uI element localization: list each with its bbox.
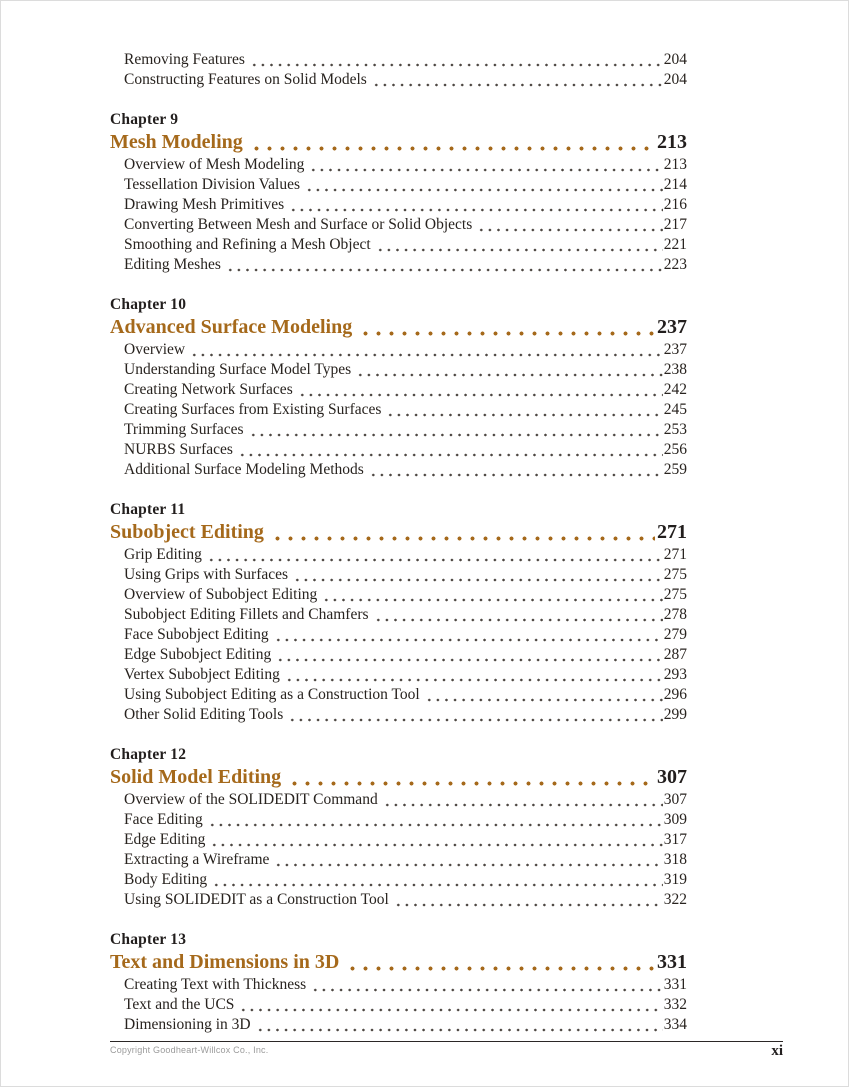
dot-leader (356, 373, 663, 377)
toc-entry-page: 322 (663, 891, 687, 908)
toc-entry-page: 204 (663, 51, 687, 68)
copyright-notice: Copyright Goodheart-Willcox Co., Inc. (110, 1045, 269, 1055)
toc-entry-title: Removing Features (124, 51, 245, 68)
toc-leading-entries (110, 50, 687, 90)
toc-entry-page: 279 (663, 626, 687, 643)
toc-entry-page: 238 (663, 361, 687, 378)
toc-entry-title: Drawing Mesh Primitives (124, 196, 285, 213)
dot-leader (285, 678, 663, 682)
chapter-entries (110, 545, 687, 725)
toc-entry-page: 293 (663, 666, 687, 683)
toc-entry-page: 242 (663, 381, 687, 398)
dot-leader (274, 638, 663, 642)
toc-chapter (110, 110, 687, 275)
toc-entry-page: 317 (663, 831, 687, 848)
chapter-page: 331 (657, 951, 687, 973)
toc-entry (110, 665, 687, 685)
dot-leader (210, 843, 662, 847)
chapter-label: Chapter 10 (110, 296, 187, 313)
toc-entry (110, 585, 687, 605)
toc-entry-page: 332 (663, 996, 687, 1013)
toc-entry (110, 810, 687, 830)
toc-entry-title: Other Solid Editing Tools (124, 706, 284, 723)
chapter-dot-leader (250, 146, 655, 151)
toc-entry-title: Understanding Surface Model Types (124, 361, 352, 378)
toc-entry (110, 705, 687, 725)
toc-entry-page: 299 (663, 706, 687, 723)
toc-entry-page: 275 (663, 566, 687, 583)
toc-entry-title: NURBS Surfaces (124, 441, 233, 458)
dot-leader (309, 168, 662, 172)
toc-entry-title: Grip Editing (124, 546, 202, 563)
dot-leader (305, 188, 663, 192)
toc-entry-title: Creating Surfaces from Existing Surfaces (124, 401, 382, 418)
dot-leader (298, 393, 663, 397)
toc-entry-page: 318 (663, 851, 687, 868)
toc-entry-page: 331 (663, 976, 687, 993)
chapter-title: Mesh Modeling (110, 131, 243, 153)
dot-leader (288, 718, 663, 722)
chapter-label: Chapter 9 (110, 111, 179, 128)
toc-entry-title: Dimensioning in 3D (124, 1016, 251, 1033)
table-of-contents (110, 50, 687, 1035)
toc-entry-title: Trimming Surfaces (124, 421, 244, 438)
chapter-entries (110, 340, 687, 480)
toc-entry (110, 440, 687, 460)
toc-entry-title: Overview (124, 341, 186, 358)
dot-leader (190, 353, 663, 357)
toc-entry-page: 221 (663, 236, 687, 253)
dot-leader (289, 208, 663, 212)
toc-entry (110, 790, 687, 810)
toc-entry-title: Creating Text with Thickness (124, 976, 307, 993)
toc-entry-page: 213 (663, 156, 687, 173)
dot-leader (311, 988, 663, 992)
toc-chapter (110, 930, 687, 1035)
toc-entry (110, 890, 687, 910)
chapter-page: 307 (657, 766, 687, 788)
toc-entry (110, 255, 687, 275)
toc-chapter (110, 500, 687, 725)
toc-entry-page: 245 (663, 401, 687, 418)
toc-entry (110, 975, 687, 995)
dot-leader (274, 863, 662, 867)
toc-entry-title: Extracting a Wireframe (124, 851, 270, 868)
toc-entry (110, 400, 687, 420)
toc-entry (110, 215, 687, 235)
dot-leader (256, 1028, 663, 1032)
toc-entry-title: Face Editing (124, 811, 203, 828)
toc-entry-title: Subobject Editing Fillets and Chamfers (124, 606, 369, 623)
toc-entry-title: Edge Editing (124, 831, 206, 848)
toc-chapter (110, 295, 687, 480)
page-footer (110, 1041, 783, 1057)
chapter-title: Text and Dimensions in 3D (110, 951, 340, 973)
toc-entry-page: 256 (663, 441, 687, 458)
chapter-title-row (110, 315, 687, 340)
toc-entry-page: 309 (663, 811, 687, 828)
toc-entry-title: Using SOLIDEDIT as a Construction Tool (124, 891, 389, 908)
chapter-dot-leader (359, 331, 655, 336)
chapter-entries (110, 790, 687, 910)
toc-entry-page: 204 (663, 71, 687, 88)
dot-leader (250, 63, 663, 67)
toc-entry (110, 545, 687, 565)
toc-entry-title: Overview of Subobject Editing (124, 586, 318, 603)
toc-entry (110, 645, 687, 665)
toc-entry (110, 360, 687, 380)
chapter-label: Chapter 11 (110, 501, 186, 518)
dot-leader (374, 618, 663, 622)
chapter-label: Chapter 13 (110, 931, 187, 948)
toc-entry-title: Creating Network Surfaces (124, 381, 293, 398)
toc-entry (110, 195, 687, 215)
chapter-entries (110, 975, 687, 1035)
toc-entry-page: 217 (663, 216, 687, 233)
toc-entry (110, 995, 687, 1015)
dot-leader (239, 1008, 662, 1012)
toc-entry-title: Overview of the SOLIDEDIT Command (124, 791, 378, 808)
toc-entry-page: 275 (663, 586, 687, 603)
dot-leader (376, 248, 663, 252)
chapter-title: Advanced Surface Modeling (110, 316, 353, 338)
toc-entry-page: 319 (663, 871, 687, 888)
toc-entry-page: 287 (663, 646, 687, 663)
toc-entry-title: Using Grips with Surfaces (124, 566, 289, 583)
toc-entry-title: Vertex Subobject Editing (124, 666, 280, 683)
dot-leader (212, 883, 663, 887)
chapter-title-row (110, 520, 687, 545)
chapter-entries (110, 155, 687, 275)
dot-leader (386, 413, 662, 417)
toc-entry (110, 685, 687, 705)
toc-entry (110, 50, 687, 70)
dot-leader (207, 558, 663, 562)
chapter-page: 271 (657, 521, 687, 543)
toc-entry-title: Additional Surface Modeling Methods (124, 461, 364, 478)
toc-chapters (110, 110, 687, 1035)
toc-entry (110, 1015, 687, 1035)
dot-leader (477, 228, 663, 232)
page-number: xi (771, 1043, 783, 1059)
chapter-title: Solid Model Editing (110, 766, 282, 788)
chapter-dot-leader (288, 781, 655, 786)
toc-chapter (110, 745, 687, 910)
toc-entry (110, 830, 687, 850)
chapter-page: 237 (657, 316, 687, 338)
toc-entry (110, 565, 687, 585)
toc-entry (110, 870, 687, 890)
dot-leader (276, 658, 663, 662)
toc-entry-page: 259 (663, 461, 687, 478)
chapter-dot-leader (271, 536, 655, 541)
dot-leader (369, 473, 663, 477)
toc-entry (110, 380, 687, 400)
dot-leader (226, 268, 663, 272)
toc-entry-page: 296 (663, 686, 687, 703)
toc-entry-title: Editing Meshes (124, 256, 221, 273)
toc-entry-title: Text and the UCS (124, 996, 235, 1013)
toc-entry-title: Using Subobject Editing as a Construction Tool (124, 686, 420, 703)
toc-entry (110, 340, 687, 360)
toc-entry-title: Converting Between Mesh and Surface or Solid Objects (124, 216, 473, 233)
toc-entry (110, 850, 687, 870)
toc-entry-page: 334 (663, 1016, 687, 1033)
toc-entry-page: 237 (663, 341, 687, 358)
toc-entry-title: Smoothing and Refining a Mesh Object (124, 236, 371, 253)
chapter-title-row (110, 950, 687, 975)
dot-leader (394, 903, 663, 907)
toc-entry (110, 235, 687, 255)
dot-leader (372, 83, 663, 87)
toc-entry (110, 605, 687, 625)
dot-leader (249, 433, 663, 437)
toc-entry-page: 223 (663, 256, 687, 273)
toc-entry (110, 155, 687, 175)
toc-entry (110, 625, 687, 645)
toc-entry-page: 307 (663, 791, 687, 808)
chapter-dot-leader (346, 966, 655, 971)
chapter-page: 213 (657, 131, 687, 153)
toc-entry-title: Edge Subobject Editing (124, 646, 272, 663)
toc-entry-title: Tessellation Division Values (124, 176, 301, 193)
chapter-title: Subobject Editing (110, 521, 264, 543)
toc-entry (110, 420, 687, 440)
toc-entry-title: Body Editing (124, 871, 208, 888)
toc-entry-page: 214 (663, 176, 687, 193)
toc-entry (110, 70, 687, 90)
dot-leader (238, 453, 663, 457)
toc-entry (110, 460, 687, 480)
toc-entry-page: 271 (663, 546, 687, 563)
dot-leader (293, 578, 663, 582)
chapter-label: Chapter 12 (110, 746, 187, 763)
toc-entry (110, 175, 687, 195)
dot-leader (208, 823, 663, 827)
dot-leader (425, 698, 663, 702)
toc-entry-page: 278 (663, 606, 687, 623)
dot-leader (383, 803, 663, 807)
dot-leader (322, 598, 662, 602)
toc-entry-page: 253 (663, 421, 687, 438)
toc-entry-title: Face Subobject Editing (124, 626, 269, 643)
toc-entry-page: 216 (663, 196, 687, 213)
toc-entry-title: Overview of Mesh Modeling (124, 156, 305, 173)
chapter-title-row (110, 765, 687, 790)
toc-entry-title: Constructing Features on Solid Models (124, 71, 367, 88)
chapter-title-row (110, 130, 687, 155)
